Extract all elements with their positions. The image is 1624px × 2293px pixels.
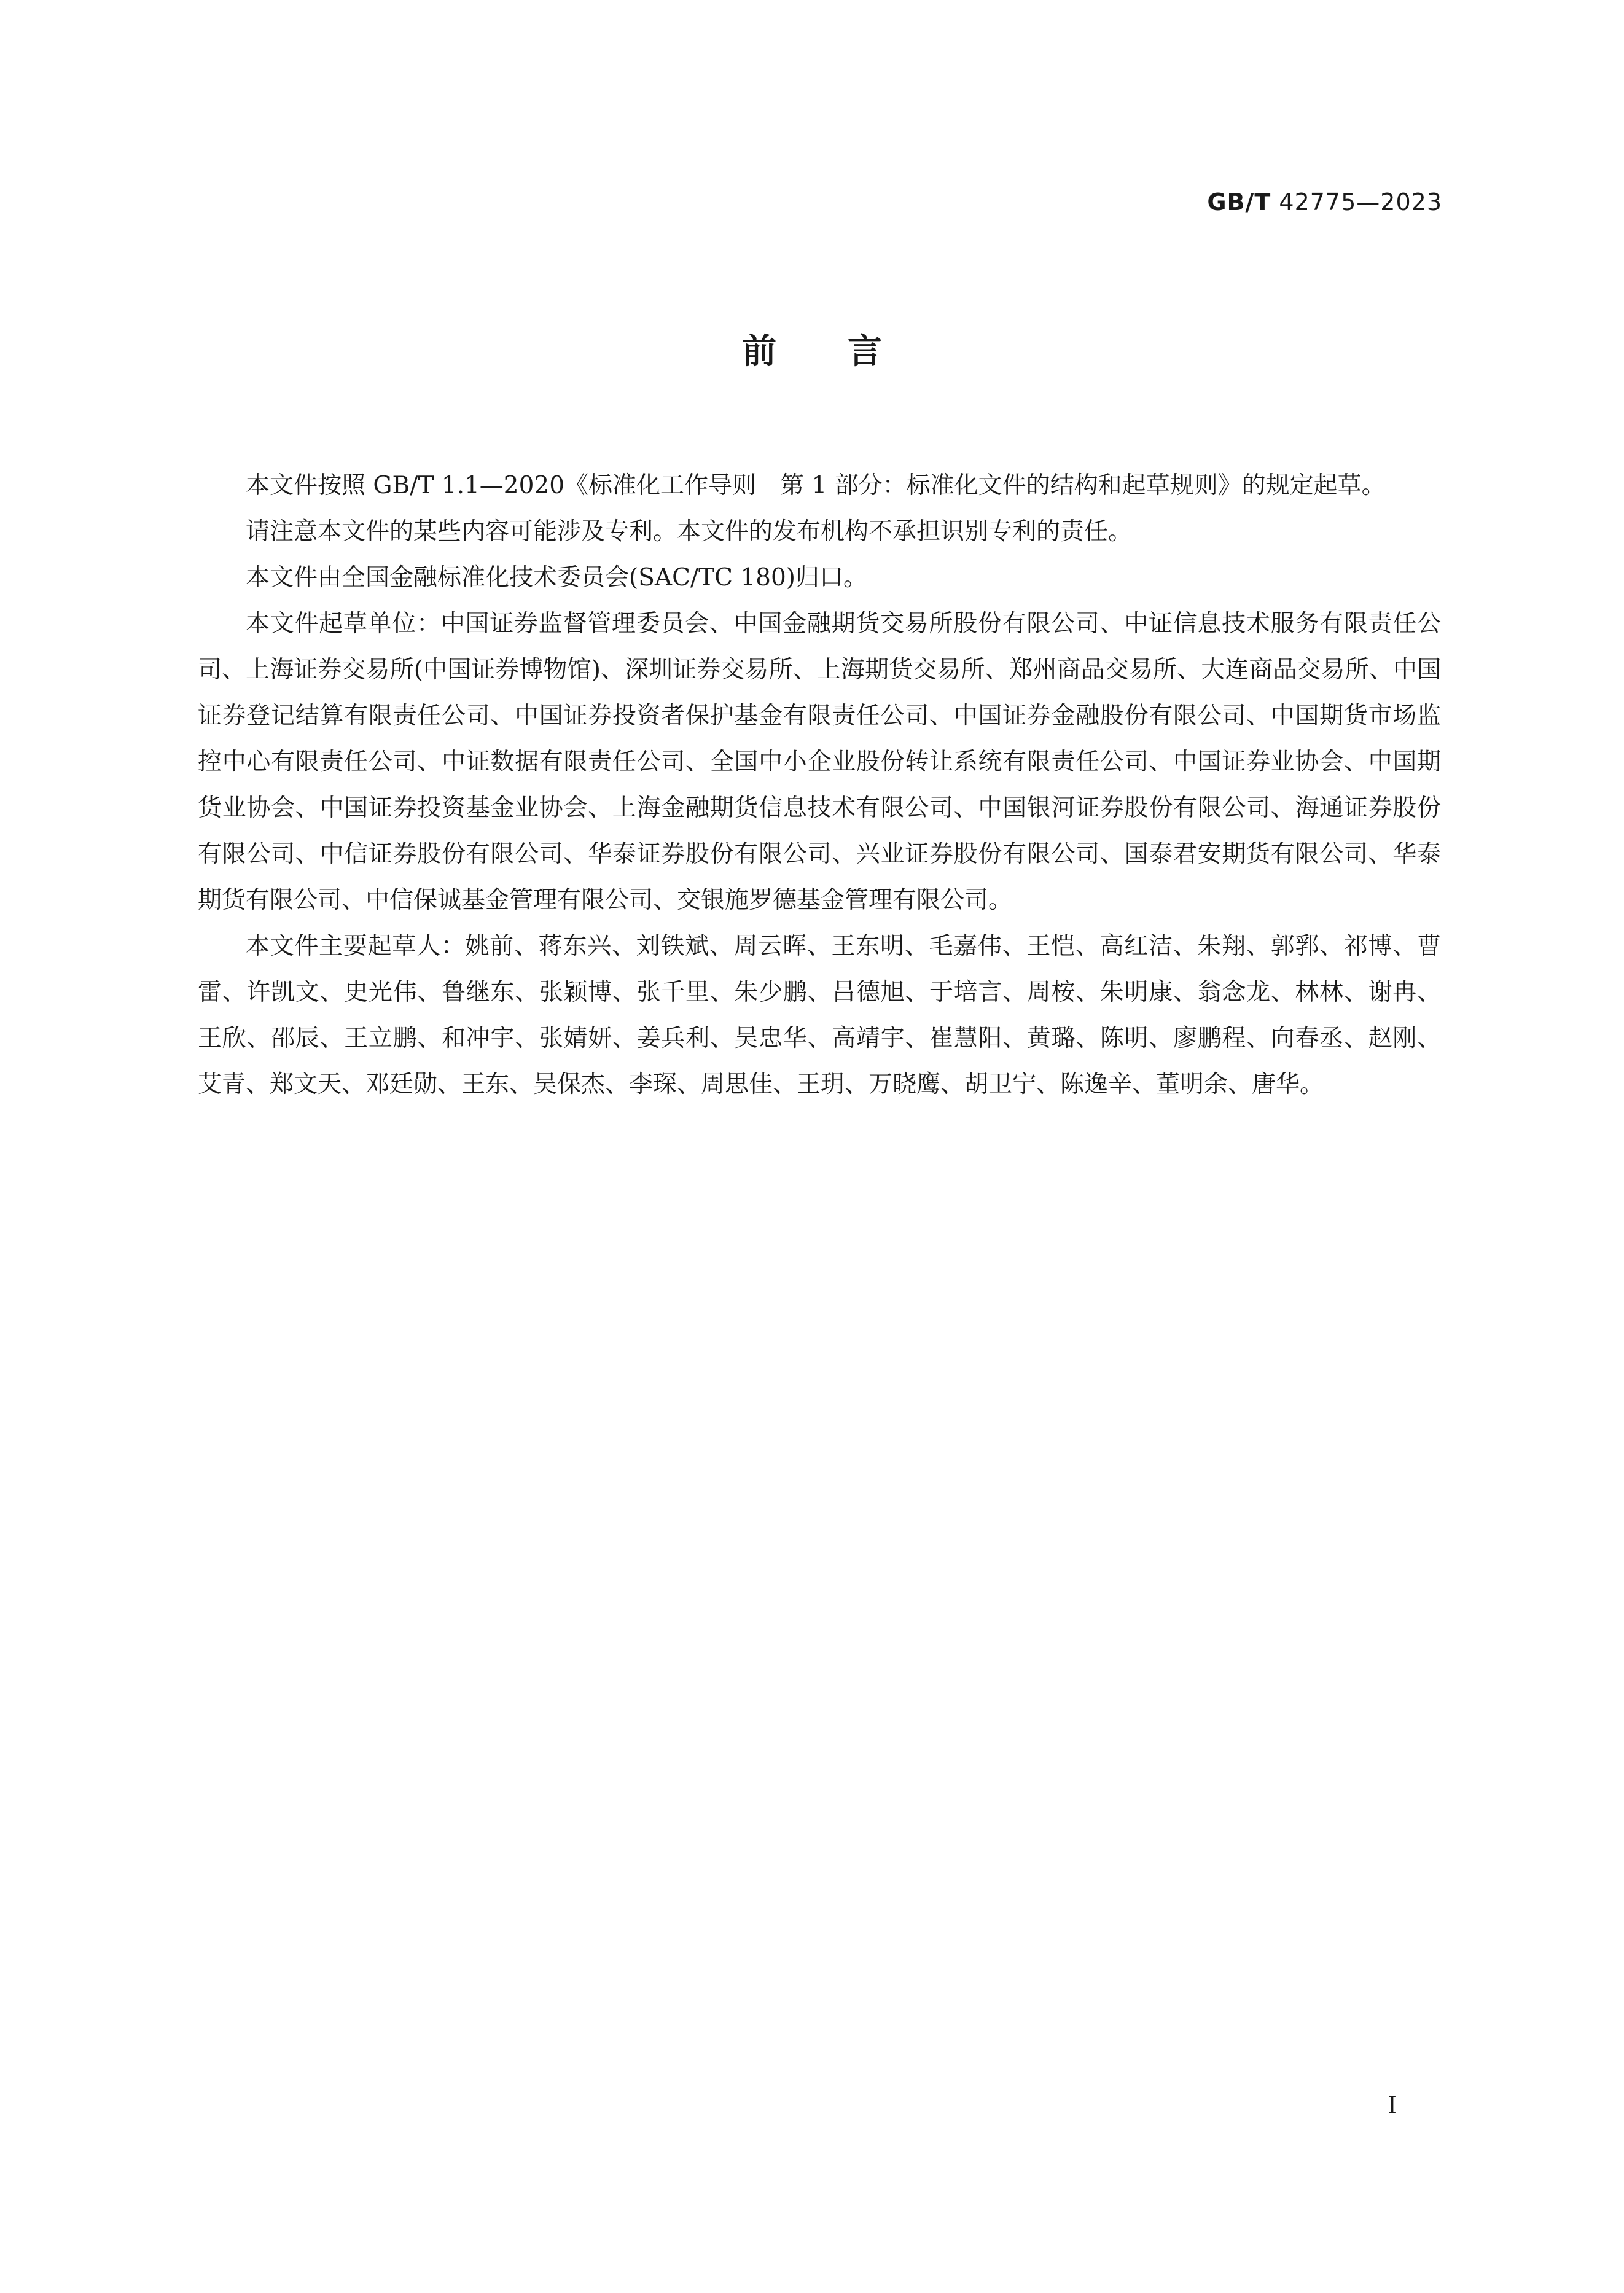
standard-code: 42775—2023 — [1279, 189, 1442, 216]
drafters-paragraph: 本文件主要起草人：姚前、蒋东兴、刘铁斌、周云晖、王东明、毛嘉伟、王恺、高红洁、朱翔、郭郛、祁博、曹雷、许凯文、史光伟、鲁继东、张颖博、张千里、朱少鹏、吕德旭、于培言、周桉、朱明康、翁念龙、林林、谢冉、王欣、邵辰、王立鹏、和冲宇、张婧妍、姜兵利、吴忠华、高靖宇、崔慧阳、黄璐、陈明、廖鹏程、向春丞、赵刚、艾青、郑文天、邓廷勋、王东、吴保杰、李琛、周思佳、王玥、万晓鹰、胡卫宁、陈逸辛、董明余、唐华。 — [198, 932, 1441, 1098]
page-title: 前言 — [742, 332, 953, 372]
drafting-organizations-paragraph: 本文件起草单位：中国证券监督管理委员会、中国金融期货交易所股份有限公司、中证信息技术服务有限责任公司、上海证券交易所(中国证券博物馆)、深圳证券交易所、上海期货交易所、郑州商品交易所、大连商品交易所、中国证券登记结算有限责任公司、中国证券投资者保护基金有限责任公司、中国证券金融股份有限公司、中国期货市场监控中心有限责任公司、中证数据有限责任公司、全国中小企业股份转让系统有限责任公司、中国证券业协会、中国期货业协会、中国证券投资基金业协会、上海金融期货信息技术有限公司、中国银河证券股份有限公司、海通证券股份有限公司、中信证券股份有限公司、华泰证券股份有限公司、兴业证券股份有限公司、国泰君安期货有限公司、华泰期货有限公司、中信保诚基金管理有限公司、交银施罗德基金管理有限公司。 — [198, 610, 1441, 914]
page-number: I — [1387, 2092, 1397, 2119]
committee-paragraph: 本文件由全国金融标准化技术委员会(SAC/TC 180)归口。 — [246, 564, 867, 592]
standard-prefix: GB/T — [1207, 189, 1271, 216]
foreword-body — [198, 463, 1441, 1107]
patent-notice-paragraph: 请注意本文件的某些内容可能涉及专利。本文件的发布机构不承担识别专利的责任。 — [246, 518, 1133, 545]
drafting-rules-paragraph: 本文件按照 GB/T 1.1—2020《标准化工作导则 第 1 部分：标准化文件的结构和起草规则》的规定起草。 — [246, 472, 1386, 499]
standard-number — [1207, 190, 1442, 214]
